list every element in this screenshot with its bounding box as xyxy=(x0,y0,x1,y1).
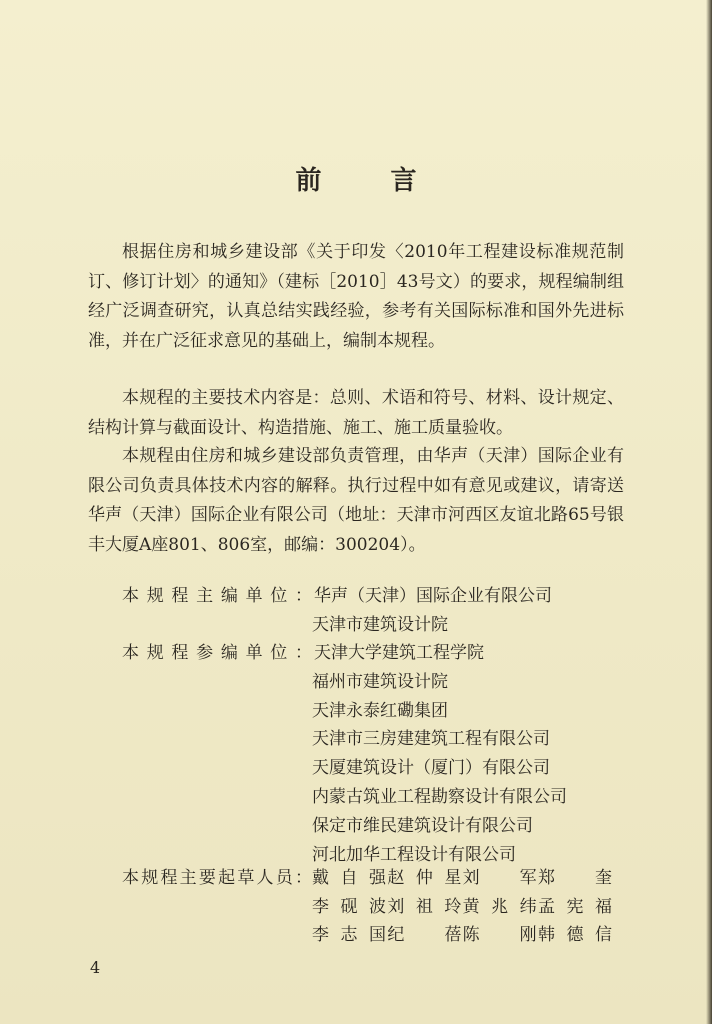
drafter-name: 李志国 xyxy=(312,925,386,945)
paragraph-1: 根据住房和城乡建设部《关于印发〈2010年工程建设标准规范制订、修订计划〉的通知》（建标［2010］43号文）的要求，规程编制组经广泛调查研究，认真总结实践经验，参考有关国际标准和国外先进标准，并在广泛征求意见的基础上，编制本规程。 xyxy=(88,242,624,351)
participating-unit-item: 保定市维民建筑设计有限公司 xyxy=(312,815,533,836)
page-edge-shadow xyxy=(706,0,712,1024)
drafter-name: 戴自强 xyxy=(312,868,386,888)
drafter-name: 韩德信 xyxy=(537,925,612,945)
participating-unit-item: 天厦建筑设计（厦门）有限公司 xyxy=(312,758,550,779)
participating-unit-item: 内蒙古筑业工程勘察设计有限公司 xyxy=(312,786,567,807)
drafters-label: 本规程主要起草人员： xyxy=(122,868,312,888)
drafter-name: 刘祖玲 xyxy=(387,896,462,917)
page-title: 前 言 xyxy=(295,166,447,196)
drafter-name: 陈刚 xyxy=(462,925,537,945)
drafters-list xyxy=(122,864,612,950)
drafter-name: 李砚波 xyxy=(312,896,386,917)
chief-unit-item: 华声（天津）国际企业有限公司 xyxy=(314,586,552,606)
participating-unit-item: 天津大学建筑工程学院 xyxy=(314,643,484,663)
drafter-name: 郑奎 xyxy=(537,868,612,888)
chief-unit-item: 天津市建筑设计院 xyxy=(312,614,448,635)
participating-unit-item: 河北加华工程设计有限公司 xyxy=(312,844,516,865)
drafter-name: 纪蓓 xyxy=(387,925,462,945)
chief-units-label: 本规程主编单位： xyxy=(122,586,312,606)
paragraph-2: 本规程的主要技术内容是：总则、术语和符号、材料、设计规定、结构计算与截面设计、构造措施、施工、施工质量验收。 xyxy=(88,388,624,438)
participating-unit-item: 天津永泰红磡集团 xyxy=(312,700,448,721)
participating-units xyxy=(122,639,642,869)
participating-unit-item: 福州市建筑设计院 xyxy=(312,671,448,692)
chief-units xyxy=(122,582,642,640)
drafter-name: 黄兆纬 xyxy=(462,896,537,917)
participating-units-label: 本规程参编单位： xyxy=(122,643,312,663)
drafter-name: 赵仲星 xyxy=(387,868,462,888)
drafter-name: 刘军 xyxy=(462,868,537,888)
page-number: 4 xyxy=(90,958,101,977)
drafter-name: 孟宪福 xyxy=(537,896,612,917)
paragraph-3: 本规程由住房和城乡建设部负责管理，由华声（天津）国际企业有限公司负责具体技术内容的解释。执行过程中如有意见或建议，请寄送华声（天津）国际企业有限公司（地址：天津市河西区友谊北路65号银丰大厦A座801、806室，邮编：300204）。 xyxy=(88,446,624,555)
participating-unit-item: 天津市三房建建筑工程有限公司 xyxy=(312,729,550,750)
